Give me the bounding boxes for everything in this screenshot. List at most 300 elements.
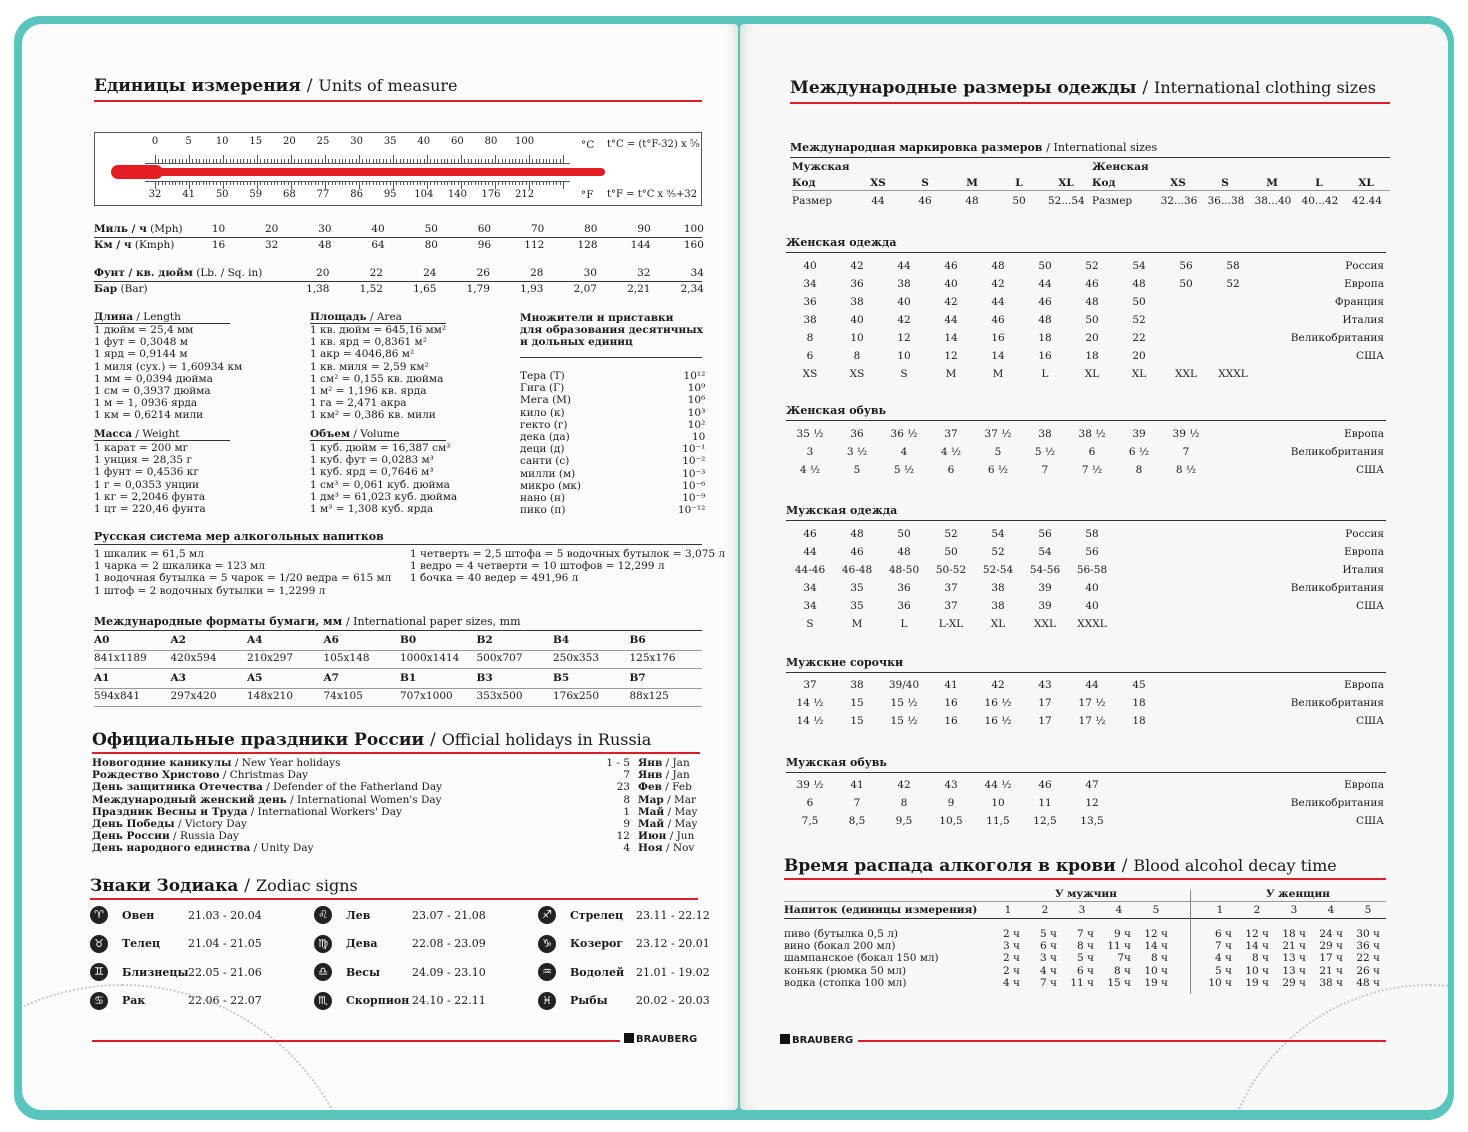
size-cell: 16 — [1038, 350, 1052, 362]
tick-mark — [393, 155, 394, 163]
men-size: 44 — [871, 195, 885, 207]
size-cell: 18 — [1132, 697, 1146, 709]
area-title-en: / Area — [369, 311, 402, 323]
zodiac-sign — [538, 906, 710, 924]
size-cell: 36 — [897, 582, 911, 594]
column-divider — [1190, 890, 1191, 994]
women-shoes-title: Женская обувь — [786, 404, 887, 417]
size-cell: 56 — [1038, 528, 1052, 540]
celsius-tick-label: 30 — [350, 136, 363, 147]
tick-mark — [393, 181, 394, 189]
size-cell: 5 ½ — [1034, 446, 1056, 458]
holiday-day: 1 — [623, 805, 630, 818]
power-list — [678, 370, 705, 516]
holiday-month — [638, 806, 697, 818]
size-cell: 48 — [991, 260, 1005, 272]
fahrenheit-formula: t°F = t°C x ⁹⁄₅+32 — [607, 189, 698, 200]
paper-cell: 250x353 — [553, 652, 600, 664]
drink-header: Напиток (единицы измерения) — [784, 904, 978, 916]
size-cell: M — [851, 618, 863, 630]
list-line: 1 см³ = 0,061 куб. дюйма — [310, 478, 450, 491]
table-cell: 28 — [530, 267, 544, 279]
list-line: 1 миля (сух.) = 1,60934 км — [94, 360, 243, 373]
table-cell: 144 — [630, 239, 651, 251]
fahrenheit-tick-label: 68 — [283, 189, 296, 200]
table-cell: 128 — [577, 239, 598, 251]
size-cell: 6 — [947, 464, 955, 476]
fahrenheit-unit: °F — [581, 189, 594, 201]
holiday-day: 12 — [616, 830, 630, 843]
celsius-tick-label: 20 — [283, 136, 296, 147]
holiday-name-ru: День России — [92, 830, 170, 843]
table-cell: 32 — [637, 267, 651, 279]
size-cell: 4 — [900, 446, 908, 458]
zodiac-title: Знаки Зодиака / Zodiac signs — [90, 876, 358, 896]
weight-list — [94, 442, 206, 515]
paper-cell: B2 — [476, 634, 493, 646]
list-line: 1 акр = 4046,86 м² — [310, 348, 415, 361]
unit-header: 1 — [1216, 904, 1224, 916]
celsius-tick-label: 100 — [515, 136, 535, 147]
women-decay-time: 6 ч — [1215, 928, 1232, 940]
decorative-dotted-arc — [1220, 984, 1448, 1110]
men-decay-time: 19 ч — [1144, 976, 1168, 989]
size-cell: L — [1041, 368, 1049, 380]
size-cell: 4 ½ — [940, 446, 962, 458]
paper-cell: 353x500 — [476, 690, 523, 702]
size-cell: 58 — [1085, 528, 1099, 540]
zodiac-dates: 21.01 - 19.02 — [636, 965, 710, 979]
size-cell: 12 — [1085, 797, 1099, 809]
celsius-unit: °C — [581, 139, 595, 151]
size-cell: 20 — [1085, 332, 1099, 344]
tick-mark — [427, 181, 428, 189]
size-cell: XS — [849, 368, 865, 380]
size-cell: 40 — [803, 260, 817, 272]
men-group-header: У мужчин — [1055, 888, 1117, 900]
paper-cell: 707x1000 — [400, 690, 453, 702]
divider — [310, 440, 446, 441]
zodiac-sign — [538, 992, 710, 1010]
size-cell: S — [806, 618, 814, 630]
men-decay-time: 5 ч — [1077, 952, 1094, 965]
овен-icon: ♈ — [90, 906, 108, 924]
size-cell: 11,5 — [986, 815, 1010, 827]
holiday-month-en: / Jan — [665, 757, 690, 769]
size-cell: 50-52 — [935, 564, 967, 576]
thermometer — [94, 132, 702, 206]
left-page — [22, 24, 738, 1110]
size-cell: 44 — [1038, 278, 1052, 290]
size-cell: 12 — [944, 350, 958, 362]
divider — [784, 901, 1386, 902]
size-cell: 36 — [897, 600, 911, 612]
women-decay-time: 7 ч — [1215, 940, 1232, 953]
zodiac-name: Рак — [122, 994, 146, 1007]
size-cell: 50 — [1132, 296, 1146, 308]
holiday-month-en: / Jun — [669, 830, 695, 843]
paper-cell: B5 — [553, 672, 570, 684]
men-decay-time: 5 ч — [1040, 928, 1057, 940]
mph-label-en: (Mph) — [150, 223, 183, 235]
size-cell: 9 — [947, 797, 955, 809]
table-cell: 1,65 — [413, 283, 437, 295]
size-cell: 44-46 — [794, 564, 826, 576]
zodiac-dates: 21.03 - 20.04 — [188, 908, 262, 922]
size-cell: 42 — [897, 779, 911, 791]
size-cell: 39 ½ — [1172, 428, 1200, 440]
size-cell: XXXL — [1218, 368, 1248, 380]
divider — [784, 918, 1386, 919]
tick-mark — [563, 181, 564, 189]
size-cell: 38 — [897, 278, 911, 290]
рак-icon: ♋ — [90, 992, 108, 1010]
size-cell: 43 — [944, 779, 958, 791]
women-decay-time: 8 ч — [1252, 952, 1269, 965]
tick-mark — [495, 155, 496, 163]
code-label: Код — [1092, 177, 1116, 189]
table-cell: 1,38 — [306, 283, 330, 295]
country-label: Франция — [1334, 296, 1384, 308]
divider — [790, 157, 1390, 158]
size-cell: 56 — [1179, 260, 1193, 272]
size-cell: 38 — [1038, 428, 1052, 440]
size-cell: 43 — [1038, 679, 1052, 691]
unit-header: 5 — [1152, 904, 1160, 916]
table-cell: 48 — [318, 239, 332, 251]
size-cell: 54 — [1132, 260, 1146, 272]
paper-cell: 88x125 — [629, 690, 669, 702]
size-cell: 17 — [1038, 697, 1052, 709]
drink-name: коньяк (рюмка 50 мл) — [784, 964, 907, 977]
size-cell: 42 — [944, 296, 958, 308]
size-cell: 37 ½ — [984, 428, 1012, 440]
psi-label: Фунт / кв. дюйм — [94, 267, 193, 279]
list-line: 1 фут = 0,3048 м — [94, 336, 188, 349]
zodiac-name: Скорпион — [346, 994, 410, 1007]
celsius-tick-label: 10 — [215, 136, 229, 147]
women-decay-time: 13 ч — [1282, 964, 1306, 977]
zodiac-name: Козерог — [570, 937, 624, 950]
divider — [94, 630, 702, 631]
holiday-day: 4 — [623, 842, 630, 855]
unit-header: 5 — [1364, 904, 1372, 916]
men-decay-time: 3 ч — [1003, 940, 1020, 953]
zodiac-sign — [314, 992, 486, 1010]
zodiac-name: Весы — [346, 965, 381, 979]
men-size: 46 — [918, 195, 932, 207]
list-line: 1 м³ = 1,308 куб. ярда — [310, 503, 434, 516]
unit-header: 3 — [1290, 904, 1298, 916]
women-code: S — [1221, 177, 1229, 189]
size-label: Размер — [1092, 195, 1133, 207]
size-cell: M — [992, 368, 1004, 380]
size-cell: 36 ½ — [890, 428, 918, 440]
zodiac-dates: 23.11 - 22.12 — [636, 908, 710, 922]
celsius-formula: t°C = (t°F-32) x ⁵⁄₉ — [607, 139, 700, 150]
list-line: 1 ярд = 0,9144 м — [94, 348, 188, 361]
tick-mark — [257, 155, 258, 163]
size-cell: 50 — [1038, 260, 1052, 272]
list-line: 1 кг = 2,2046 фунта — [94, 490, 206, 503]
country-label: Великобритания — [1290, 797, 1384, 809]
footer-line — [92, 1040, 620, 1042]
size-cell: 15 — [850, 697, 864, 709]
size-cell: 18 — [1132, 715, 1146, 727]
size-cell: 50 — [1085, 314, 1099, 326]
holiday-name-en: / Russia Day — [173, 830, 239, 843]
bar-label: Бар — [94, 283, 118, 295]
size-cell: 39 — [1132, 428, 1146, 440]
весы-icon: ♎ — [314, 963, 332, 981]
size-cell: 45 — [1132, 679, 1146, 691]
fahrenheit-tick-label: 32 — [148, 189, 162, 200]
country-label: Европа — [1344, 428, 1384, 440]
table-cell: 30 — [318, 223, 332, 235]
size-cell: 15 — [850, 715, 864, 727]
size-cell: 56-58 — [1076, 564, 1108, 576]
drink-name: пиво (бутылка 0,5 л) — [784, 928, 898, 940]
size-cell: 34 — [803, 582, 817, 594]
list-line: 10⁹ — [687, 382, 706, 395]
kmph-label: Км / ч — [94, 239, 132, 251]
size-cell: S — [900, 368, 908, 380]
size-cell: 40 — [1085, 600, 1099, 612]
paper-title: Международные форматы бумаги, мм — [94, 615, 343, 628]
celsius-tick-label: 40 — [417, 136, 431, 147]
women-decay-time: 19 ч — [1245, 976, 1269, 989]
size-cell: 38 — [991, 600, 1005, 612]
unit-header: 1 — [1004, 904, 1012, 916]
celsius-tick-label: 25 — [316, 136, 330, 147]
holiday-row — [92, 769, 308, 781]
men-clothing-title: Мужская одежда — [786, 504, 898, 517]
men-decay-time: 7 ч — [1040, 976, 1057, 989]
men-decay-time: 3 ч — [1040, 952, 1057, 965]
size-cell: 37 — [944, 582, 958, 594]
телец-icon: ♉ — [90, 935, 108, 953]
brand-logo: BRAUBERG — [780, 1034, 853, 1046]
size-cell: XXXL — [1077, 618, 1107, 630]
paper-cell: 594x841 — [94, 690, 141, 702]
zodiac-sign — [314, 906, 486, 924]
paper-cell: A7 — [323, 672, 339, 684]
country-label: США — [1356, 600, 1384, 612]
size-cell: L-XL — [938, 618, 964, 630]
fahrenheit-tick-label: 50 — [215, 189, 229, 200]
tick-mark — [189, 155, 190, 163]
size-cell: 8 — [1135, 464, 1143, 476]
holiday-name-en: / Christmas Day — [222, 769, 309, 782]
units-title-underline — [94, 100, 702, 102]
size-cell: 44 — [944, 314, 958, 326]
list-line: 1 дюйм = 25,4 мм — [94, 324, 194, 336]
marking-title: Международная маркировка размеров — [790, 141, 1043, 154]
size-cell: XXL — [1175, 368, 1197, 380]
size-cell: 36 — [850, 278, 864, 290]
country-label: Европа — [1344, 278, 1384, 290]
holiday-day: 8 — [623, 793, 630, 806]
table-cell: 34 — [690, 267, 704, 279]
men-size: 48 — [965, 195, 979, 207]
men-size: 50 — [1012, 195, 1026, 207]
size-cell: 38 — [803, 314, 817, 326]
size-cell: 46-48 — [841, 564, 873, 576]
size-cell: XXL — [1034, 618, 1056, 630]
list-line: 1 см = 0,3937 дюйма — [94, 385, 211, 398]
divider — [94, 668, 702, 669]
clothing-title-underline — [790, 102, 1390, 104]
unit-header: 3 — [1078, 904, 1086, 916]
zodiac-dates: 22.05 - 21.06 — [188, 965, 262, 979]
table-cell: 100 — [683, 223, 704, 235]
list-line: нано (н) — [520, 492, 566, 505]
list-line: 1 г = 0,0353 унции — [94, 478, 199, 491]
holiday-month-ru: Ноя — [638, 842, 663, 855]
size-cell: 39/40 — [888, 679, 920, 691]
size-cell: 50 — [897, 528, 911, 540]
paper-cell: 297x420 — [170, 690, 217, 702]
size-cell: 41 — [850, 779, 864, 791]
holiday-row — [92, 818, 247, 830]
men-decay-time: 8 ч — [1151, 952, 1168, 965]
table-cell: 80 — [424, 239, 438, 251]
men-decay-time: 2 ч — [1003, 964, 1020, 977]
table-cell: 80 — [584, 223, 598, 235]
zodiac-name: Дева — [346, 937, 378, 950]
size-cell: 5 — [994, 446, 1002, 458]
близнецы-icon: ♊ — [90, 963, 108, 981]
fahrenheit-tick-label: 86 — [350, 189, 363, 200]
list-line: 10⁻² — [682, 455, 706, 468]
list-line: 1 чарка = 2 шкалика = 123 мл — [94, 560, 266, 573]
holiday-name-ru: Международный женский день — [92, 793, 287, 806]
zodiac-name: Лев — [346, 908, 371, 922]
tick-mark — [427, 155, 428, 163]
size-cell: 42 — [991, 679, 1005, 691]
table-cell: 64 — [371, 239, 385, 251]
table-cell: 10 — [211, 223, 226, 235]
list-line: милли (м) — [520, 467, 576, 480]
paper-cell: A6 — [323, 634, 339, 646]
size-cell: 6 — [806, 350, 814, 362]
holiday-month-ru: Янв — [638, 769, 663, 782]
holiday-month — [638, 781, 692, 793]
size-cell: 39 — [1038, 582, 1052, 594]
size-cell: 37 — [944, 428, 958, 440]
paper-cell: B0 — [400, 634, 417, 646]
table-cell: 20 — [265, 223, 279, 235]
size-cell: 3 — [806, 446, 814, 458]
tick-mark — [325, 181, 326, 189]
marking-title-en: / International sizes — [1046, 141, 1158, 154]
size-cell: 48 — [1132, 278, 1146, 290]
tick-mark — [495, 181, 496, 189]
men-header: Мужская — [792, 161, 850, 173]
holiday-name-en: / New Year holidays — [234, 757, 341, 769]
country-label: США — [1356, 815, 1384, 827]
zodiac-dates: 23.12 - 20.01 — [636, 937, 710, 950]
women-size: 40...42 — [1301, 195, 1339, 207]
list-line: 1 куб. дюйм = 16,387 см³ — [310, 442, 451, 454]
size-cell: 54-56 — [1029, 564, 1061, 576]
paper-cell: B4 — [553, 634, 570, 646]
size-cell: 17 ½ — [1078, 697, 1106, 709]
holiday-month — [638, 794, 696, 806]
list-line: микро (мк) — [520, 479, 582, 492]
country-label: Италия — [1342, 314, 1384, 326]
paper-title-en: / International paper sizes, mm — [345, 615, 521, 628]
bar-values — [276, 283, 704, 295]
women-decay-time: 17 ч — [1319, 952, 1343, 965]
zodiac-title-underline — [90, 898, 698, 900]
size-cell: 16 — [944, 697, 958, 709]
country-label: США — [1356, 715, 1384, 727]
list-line: 10² — [687, 418, 706, 431]
size-cell: 54 — [991, 528, 1005, 540]
area-list — [310, 324, 446, 422]
men-decay-time: 11 ч — [1107, 940, 1131, 953]
list-line: 1 штоф = 2 водочных бутылки = 1,2299 л — [94, 584, 326, 597]
size-cell: 50 — [944, 546, 958, 558]
list-line: Множители и приставки — [520, 312, 674, 324]
size-cell: 8 ½ — [1175, 464, 1197, 476]
paper-cell: A0 — [94, 634, 110, 646]
celsius-tick-label: 5 — [185, 136, 192, 147]
list-line: санти (с) — [520, 455, 570, 468]
men-shirts-title: Мужские сорочки — [786, 656, 904, 669]
table-cell: 20 — [316, 267, 330, 279]
size-cell: 40 — [1085, 582, 1099, 594]
size-cell: 5 ½ — [893, 464, 915, 476]
козерог-icon: ♑ — [538, 935, 556, 953]
country-label: Италия — [1342, 564, 1384, 576]
divider — [786, 772, 1386, 773]
size-cell: 14 — [944, 332, 958, 344]
men-decay-time: 14 ч — [1144, 940, 1168, 953]
size-cell: 44 ½ — [984, 779, 1012, 791]
celsius-tick-label: 15 — [249, 136, 263, 147]
divider — [94, 544, 702, 545]
celsius-tick-label: 80 — [484, 136, 498, 147]
size-label: Размер — [792, 195, 833, 207]
table-cell: 24 — [423, 267, 437, 279]
size-cell: 12,5 — [1033, 815, 1057, 827]
paper-cell: 176x250 — [553, 690, 600, 702]
лев-icon: ♌ — [314, 906, 332, 924]
alcohol-measures-title: Русская система мер алкогольных напитков — [94, 530, 384, 543]
size-cell: 5 — [853, 464, 861, 476]
size-cell: 52 — [944, 528, 958, 540]
size-cell: 52-54 — [982, 564, 1014, 576]
holiday-row — [92, 806, 402, 818]
divider — [94, 706, 702, 707]
men-decay-time: 11 ч — [1070, 976, 1094, 989]
men-code: S — [921, 177, 929, 189]
list-line: гекто (г) — [520, 418, 568, 431]
holiday-month — [638, 830, 694, 842]
size-cell: 7 — [1041, 464, 1049, 476]
table-cell: 40 — [371, 223, 385, 235]
table-cell: 2,07 — [573, 283, 597, 295]
list-line: 1 карат = 200 мг — [94, 442, 189, 454]
holiday-month-ru: Июн — [638, 830, 667, 843]
list-line: 1 фунт = 0,4536 кг — [94, 466, 199, 479]
table-cell: 50 — [424, 223, 438, 235]
holiday-month-en: / May — [667, 818, 698, 830]
men-code: XL — [1058, 177, 1074, 189]
area-title: Площадь — [310, 311, 367, 323]
